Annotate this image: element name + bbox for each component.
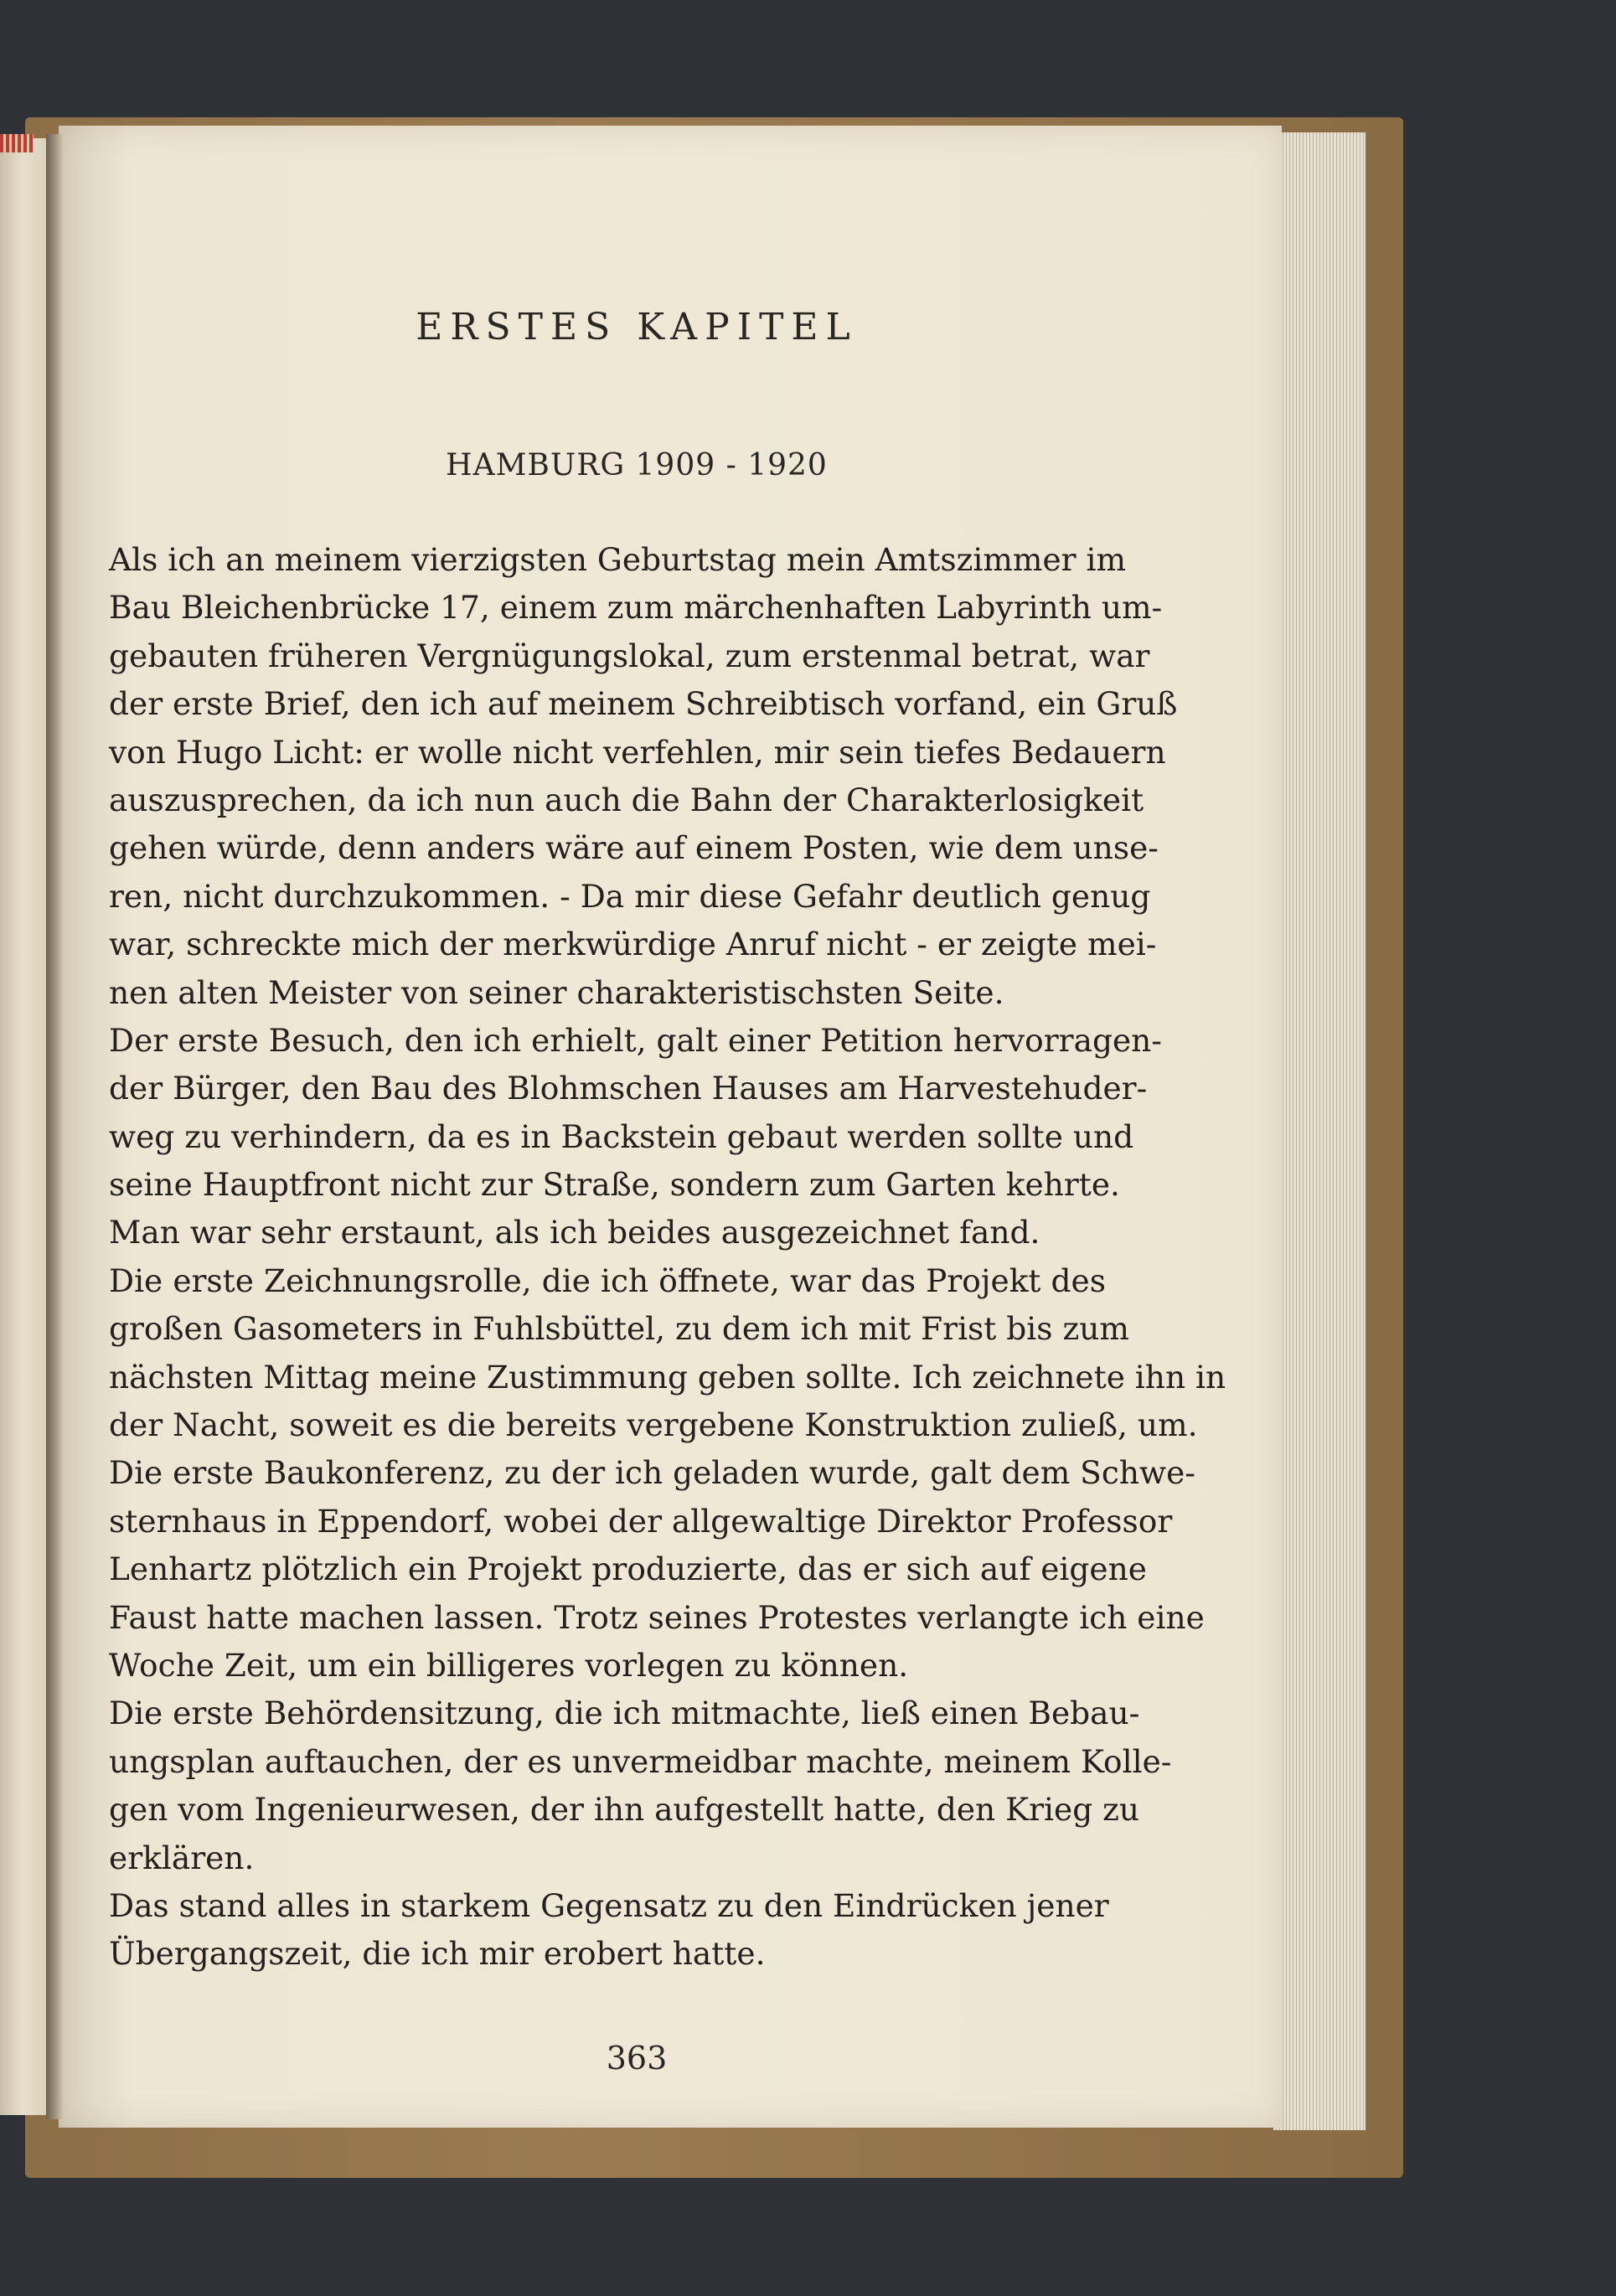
- text-line: nen alten Meister von seiner charakteristischsten Seite.: [109, 973, 1004, 1011]
- text-line: erklären.: [109, 1839, 255, 1876]
- book-page: [59, 126, 1282, 2128]
- text-line: Man war sehr erstaunt, als ich beides ausgezeichnet fand.: [109, 1214, 1040, 1251]
- section-heading: HAMBURG 1909 - 1920: [446, 448, 828, 482]
- page-block-edges: [1273, 132, 1367, 2130]
- text-line: ungsplan auftauchen, der es unvermeidbar machte, meinem Kolle-: [109, 1742, 1172, 1780]
- text-line: Die erste Baukonferenz, zu der ich geladen wurde, galt dem Schwe-: [109, 1454, 1195, 1492]
- text-line: der Bürger, den Bau des Blohmschen Hauses am Harvestehuder-: [109, 1070, 1148, 1107]
- text-line: nächsten Mittag meine Zustimmung geben sollte. Ich zeichnete ihn in: [109, 1358, 1226, 1396]
- text-line: Das stand alles in starkem Gegensatz zu den Eindrücken jener: [109, 1886, 1109, 1924]
- text-line: gehen würde, denn anders wäre auf einem Posten, wie dem unse-: [109, 829, 1159, 867]
- text-line: gen vom Ingenieurwesen, der ihn aufgestellt hatte, den Krieg zu: [109, 1791, 1140, 1829]
- text-line: Lenhartz plötzlich ein Projekt produzierte, das er sich auf eigene: [109, 1550, 1147, 1588]
- text-line: weg zu verhindern, da es in Backstein gebaut werden sollte und: [109, 1117, 1134, 1155]
- chapter-heading: ERSTES KAPITEL: [416, 306, 858, 348]
- text-line: Faust hatte machen lassen. Trotz seines Protestes verlangte ich eine: [109, 1598, 1205, 1636]
- text-line: sternhaus in Eppendorf, wobei der allgewaltige Direktor Professor: [109, 1502, 1173, 1540]
- left-page-edge: [0, 138, 50, 2115]
- text-line: war, schreckte mich der merkwürdige Anruf nicht - er zeigte mei-: [109, 926, 1157, 963]
- text-line: Die erste Zeichnungsrolle, die ich öffnete, war das Projekt des: [109, 1262, 1106, 1299]
- gutter-shadow: [46, 134, 63, 2119]
- text-line: der Nacht, soweit es die bereits vergebene Konstruktion zuließ, um.: [109, 1406, 1198, 1444]
- text-line: Der erste Besuch, den ich erhielt, galt einer Petition hervorragen-: [109, 1021, 1162, 1059]
- text-line: seine Hauptfront nicht zur Straße, sondern zum Garten kehrte.: [109, 1166, 1120, 1204]
- text-line: von Hugo Licht: er wolle nicht verfehlen, mir sein tiefes Bedauern: [109, 733, 1166, 771]
- text-line: großen Gasometers in Fuhlsbüttel, zu dem ich mit Frist bis zum: [109, 1310, 1129, 1348]
- text-line: Übergangszeit, die ich mir erobert hatte.: [109, 1935, 766, 1973]
- text-line: Woche Zeit, um ein billigeres vorlegen zu können.: [109, 1646, 909, 1684]
- text-line: gebauten früheren Vergnügungslokal, zum erstenmal betrat, war: [109, 637, 1150, 674]
- text-line: Bau Bleichenbrücke 17, einem zum märchenhaften Labyrinth um-: [109, 589, 1163, 627]
- body-text: [109, 536, 1226, 1979]
- text-line: ren, nicht durchzukommen. - Da mir diese Gefahr deutlich genug: [109, 877, 1151, 915]
- text-line: Die erste Behördensitzung, die ich mitmachte, ließ einen Bebau-: [109, 1695, 1140, 1732]
- text-line: Als ich an meinem vierzigsten Geburtstag mein Amtszimmer im: [109, 541, 1127, 578]
- page-number: 363: [606, 2040, 668, 2077]
- text-line: auszusprechen, da ich nun auch die Bahn der Charakterlosigkeit: [109, 781, 1144, 818]
- text-line: der erste Brief, den ich auf meinem Schreibtisch vorfand, ein Gruß: [109, 685, 1178, 723]
- headband: [0, 134, 34, 152]
